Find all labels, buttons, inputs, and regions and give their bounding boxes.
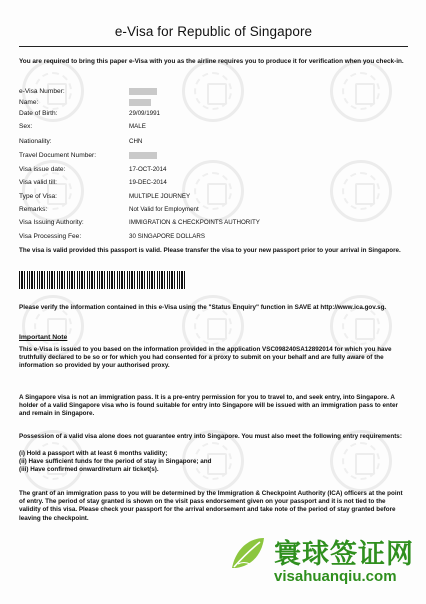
field-remarks: [19, 204, 408, 215]
field-label: Visa issue date:: [19, 166, 66, 173]
field-label: Remarks:: [19, 206, 48, 213]
field-value: 30 SINGAPORE DOLLARS: [129, 233, 205, 240]
field-value: 19-DEC-2014: [129, 179, 167, 186]
page-title: e-Visa for Republic of Singapore: [114, 24, 313, 39]
field-value: MALE: [129, 123, 146, 130]
logo-chinese-text: 寰球签证网: [274, 539, 414, 570]
logo-url-text: visahuanqiu.com: [274, 568, 397, 585]
important-note-heading: Important Note: [19, 334, 68, 341]
field-value: 29/09/1991: [129, 110, 160, 117]
field-date-of-birth: [19, 108, 408, 119]
field-travel-document-number: [19, 150, 408, 161]
field-label: Sex:: [19, 123, 33, 130]
leaf-logo-icon: [228, 534, 268, 574]
field-evisa-number: [19, 86, 408, 97]
field-label: Visa valid till:: [19, 179, 57, 186]
watermark-logo: [228, 530, 418, 596]
field-visa-processing-fee: [19, 231, 408, 242]
redacted-value: [129, 152, 157, 159]
field-visa-issuing-authority: [19, 217, 408, 228]
field-label: Type of Visa:: [19, 193, 57, 200]
field-value: MULTIPLE JOURNEY: [129, 193, 191, 200]
field-label: e-Visa Number:: [19, 88, 65, 95]
important-note-paragraph-4: The grant of an immigration pass to you will be determined by the Immigration & Checkpoint Authority (ICA) officers at the point of entry. The period of stay granted is shown on the visit pass endorsement given on your passport and it is not tied to the validity of this visa. Please check your passport for the arrival endorsement and take note of the period of stay granted before leaving the checkpoint.: [19, 490, 403, 522]
redacted-value: [129, 99, 151, 106]
field-value: CHN: [129, 138, 143, 145]
passport-validity-note: The visa is valid provided this passport is valid. Please transfer the visa to your new passport prior to your arrival in Singapore.: [19, 247, 401, 254]
redacted-value: [129, 88, 157, 95]
field-label: Date of Birth:: [19, 110, 58, 117]
field-value: IMMIGRATION & CHECKPOINTS AUTHORITY: [129, 219, 260, 226]
field-label: Nationality:: [19, 138, 52, 145]
field-value: 17-OCT-2014: [129, 166, 167, 173]
entry-requirement-item: (i) Hold a passport with at least 6 months validity;: [19, 450, 168, 457]
title-divider: [19, 46, 408, 47]
field-name: [19, 97, 408, 108]
field-label: Travel Document Number:: [19, 152, 97, 159]
verify-note: Please verify the information contained in this e-Visa using the "Status Enquiry" function in SAVE at http://www.ica.gov.sg.: [19, 304, 387, 311]
field-label: Name:: [19, 99, 39, 106]
important-note-paragraph-2: A Singapore visa is not an immigration pass. It is a pre-entry permission for you to travel to, and seek entry, into Singapore. A holder of a valid Singapore visa who is found suitable for entry into Singapore will be issued with an immigration pass to enter and remain in Singapore.: [19, 394, 398, 418]
entry-requirements-intro: Possession of a valid visa alone does not guarantee entry into Singapore. You must also meet the following entry requirements:: [19, 433, 402, 440]
intro-note: You are required to bring this paper e-Visa with you as the airline requires you to produce it for verification when you check-in.: [19, 58, 404, 65]
entry-requirement-item: (iii) Have confirmed onward/return air ticket(s).: [19, 466, 159, 473]
entry-requirement-item: (ii) Have sufficient funds for the period of stay in Singapore; and: [19, 458, 212, 465]
field-sex: [19, 121, 408, 132]
field-visa-issue-date: [19, 164, 408, 175]
field-type-of-visa: [19, 191, 408, 202]
important-note-paragraph-1: This e-Visa is issued to you based on the information provided in the application VSC098240SA12892014 for which you have truthfully declared to be so or for which you had consented for a proxy to submit on your behalf and are fully aware of the information so provided by your authorised proxy.: [19, 346, 392, 370]
barcode: [19, 271, 187, 289]
field-label: Visa Processing Fee:: [19, 233, 82, 240]
field-value: Not Valid for Employment: [129, 206, 199, 213]
field-label: Visa Issuing Authority:: [19, 219, 84, 226]
field-nationality: [19, 136, 408, 147]
field-visa-valid-till: [19, 177, 408, 188]
